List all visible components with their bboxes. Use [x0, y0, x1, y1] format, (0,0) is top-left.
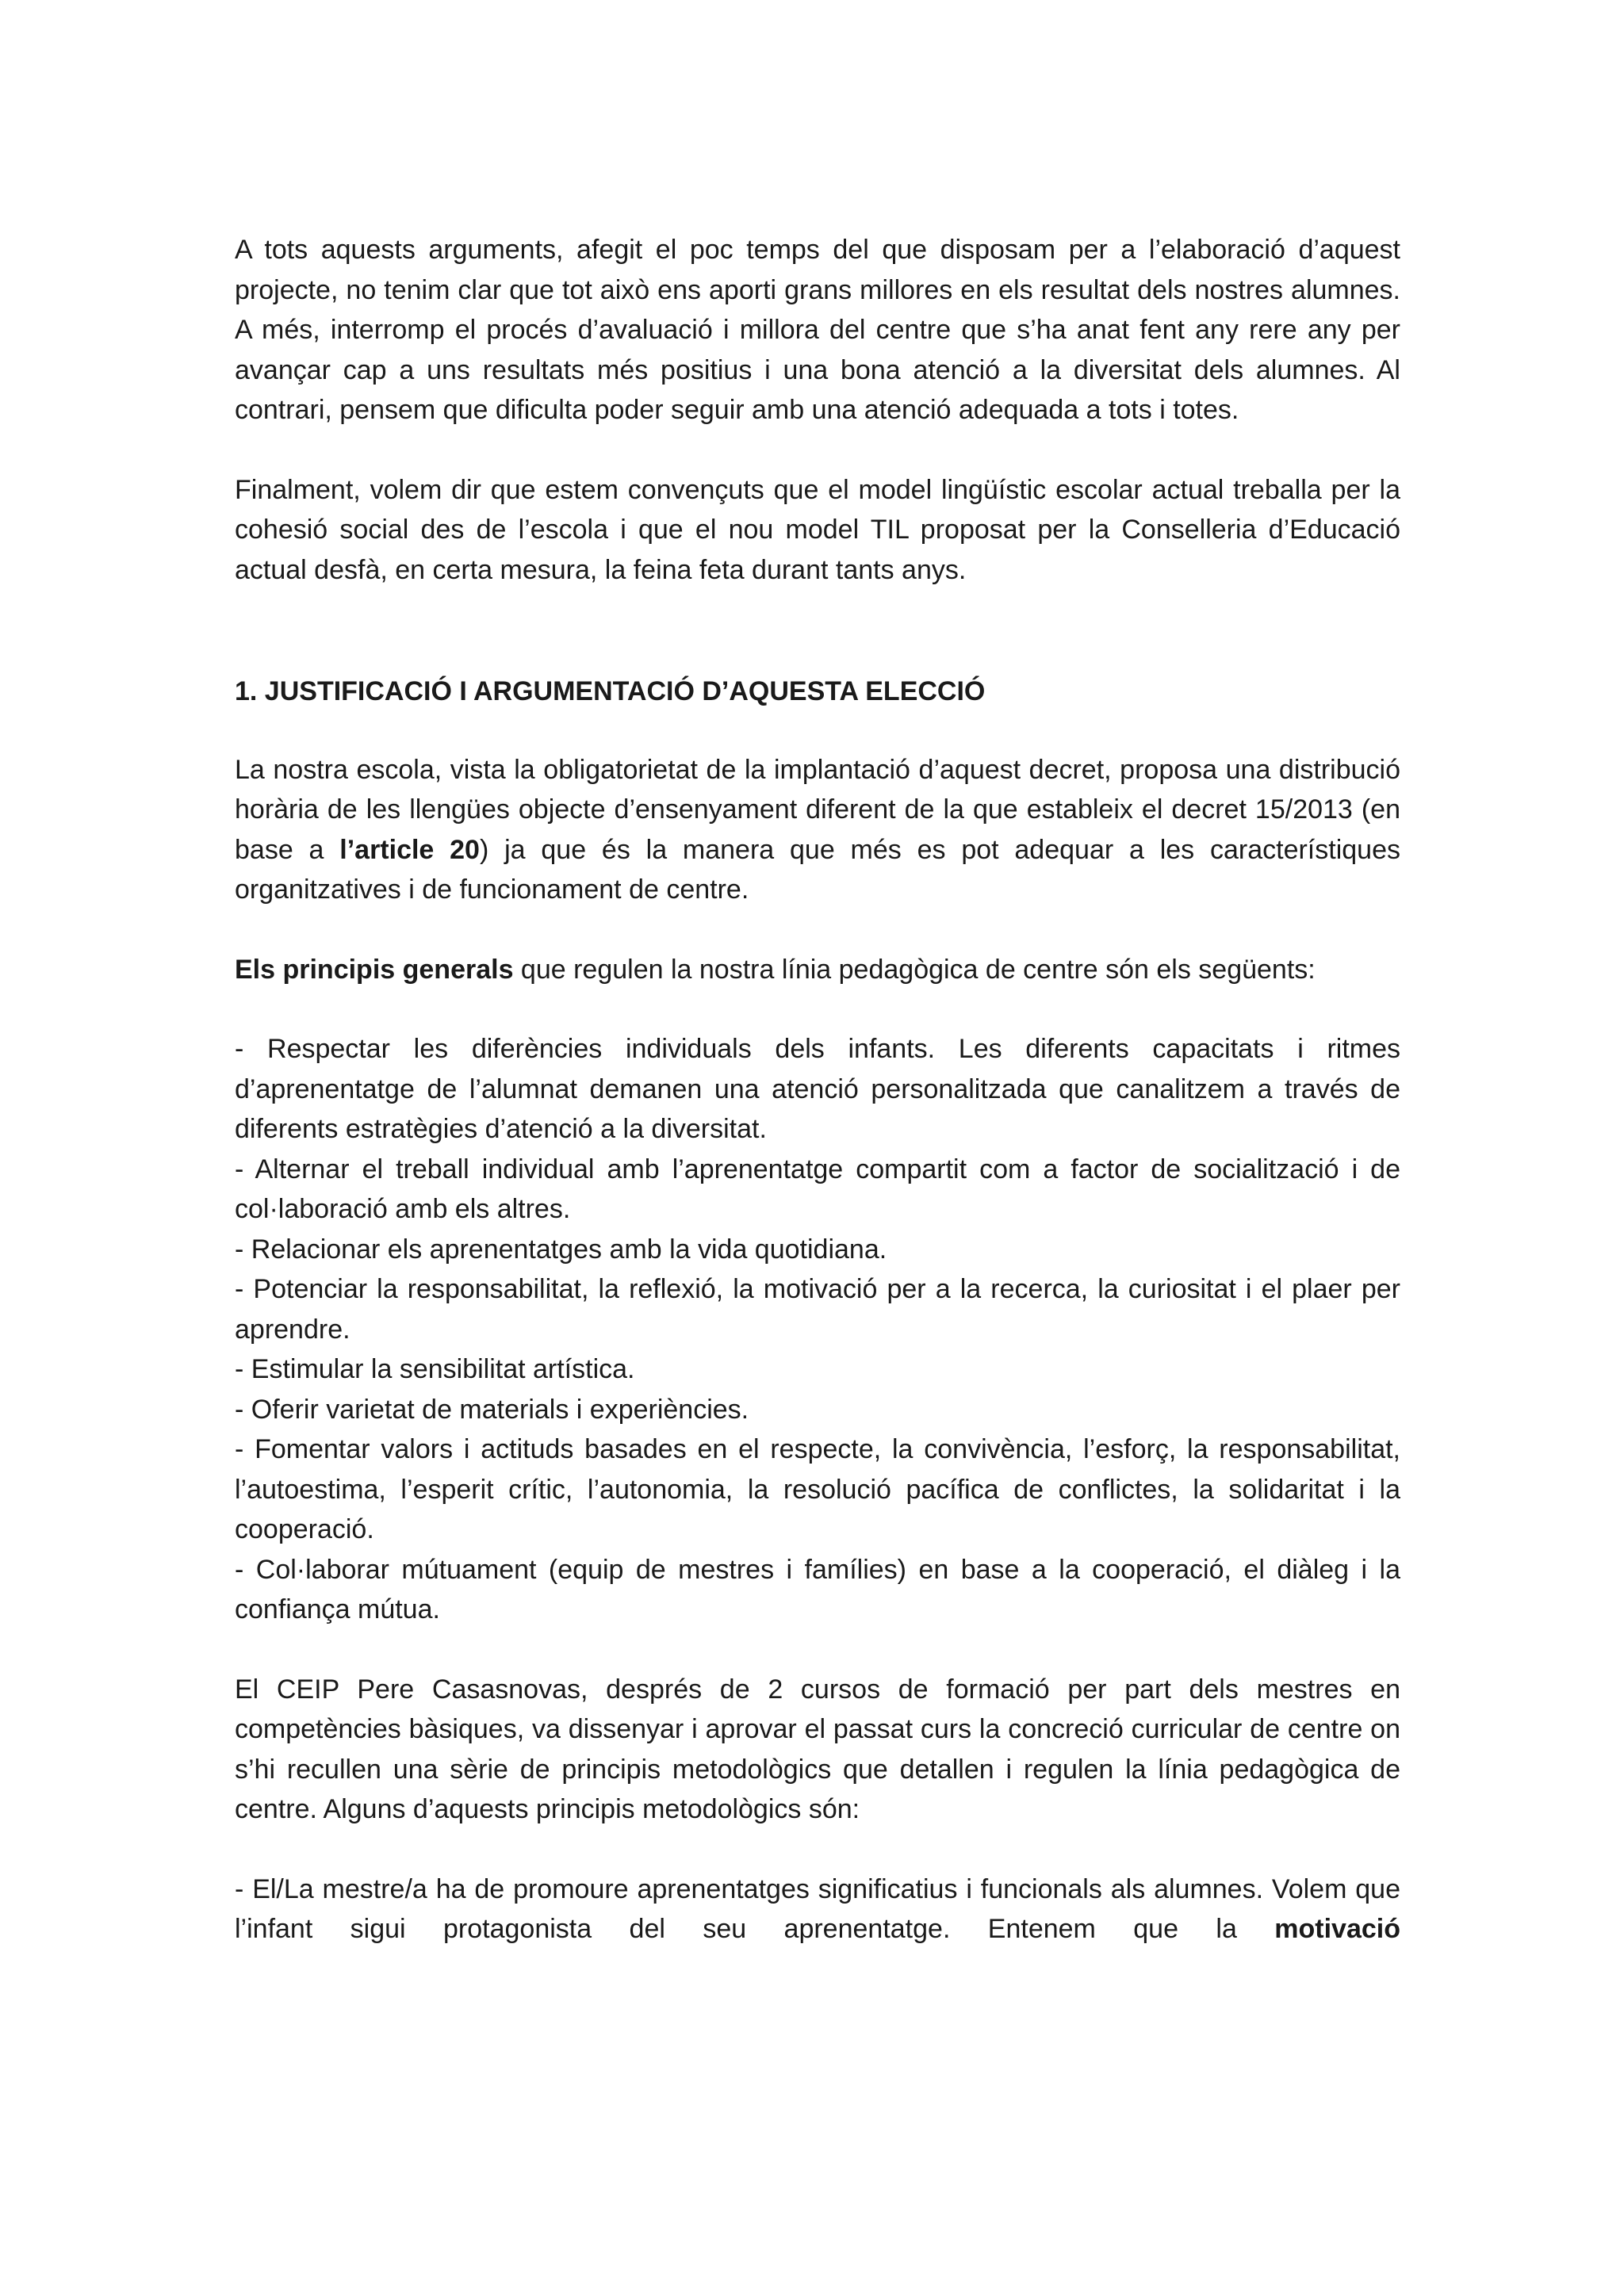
paragraph-text: que regulen la nostra línia pedagògica de centre són els següents: [513, 954, 1316, 985]
paragraph-methodology [235, 1869, 1400, 1950]
list-item: - Fomentar valors i actituds basades en el respecte, la convivència, l’esforç, la responsabilitat, l’autoestima, l’esperit crític, l’autonomia, la resolució pacífica de conflictes, la solidaritat i la cooperació. [235, 1434, 1400, 1544]
section-heading: 1. JUSTIFICACIÓ I ARGUMENTACIÓ D’AQUESTA ELECCIÓ [235, 676, 986, 706]
list-item: - Oferir varietat de materials i experiències. [235, 1394, 749, 1425]
paragraph-arguments: A tots aquests arguments, afegit el poc temps del que disposam per a l’elaboració d’aquest projecte, no tenim clar que tot això ens aporti grans millores en els resultat dels nostres alumnes. A més, interromp el procés d’avaluació i millora del centre que s’ha anat fent any rere any per avançar cap a uns resultats més positius i una bona atenció a la diversitat dels alumnes. Al contrari, pensem que dificulta poder seguir amb una atenció adequada a tots i totes. [235, 235, 1400, 425]
principles-list [235, 1029, 1400, 1630]
paragraph-text: La nostra escola, vista la obligatorietat de la implantació d’aquest decret, proposa una distribució horària de les llengües objecte d’ensenyament diferent de la que estableix el decret 15/2013 (en base a [235, 754, 1400, 865]
bold-lead-in: Els principis generals [235, 954, 514, 985]
document-body [235, 230, 1400, 1950]
paragraph-general-principles [235, 950, 1400, 990]
paragraph-text: ) ja que és la manera que més es pot adequar a les característiques organitzatives i de funcionament de centre. [235, 834, 1400, 905]
paragraph-text: - El/La mestre/a ha de promoure aprenentatges significatius i funcionals als alumnes. Volem que l’infant sigui protagonista del seu aprenentatge. Entenem que la [235, 1873, 1400, 1944]
list-item: - Relacionar els aprenentatges amb la vida quotidiana. [235, 1234, 887, 1265]
list-item: - Potenciar la responsabilitat, la reflexió, la motivació per a la recerca, la curiositat i el plaer per aprendre. [235, 1274, 1400, 1345]
bold-article-reference: l’article 20 [339, 834, 480, 865]
list-item: - Alternar el treball individual amb l’aprenentatge compartit com a factor de socialització i de col·laboració amb els altres. [235, 1154, 1400, 1224]
list-item: - Estimular la sensibilitat artística. [235, 1354, 635, 1384]
paragraph-school-proposal [235, 750, 1400, 910]
list-item: - Col·laborar mútuament (equip de mestres i famílies) en base a la cooperació, el diàleg i la confiança mútua. [235, 1554, 1400, 1624]
paragraph-ceip: El CEIP Pere Casasnovas, després de 2 cursos de formació per part dels mestres en competències bàsiques, va dissenyar i aprovar el passat curs la concreció curricular de centre on s’hi recullen una sèrie de principis metodològics que detallen i regulen la línia pedagògica de centre. Alguns d’aquests principis metodològics són: [235, 1674, 1400, 1824]
paragraph-finally: Finalment, volem dir que estem convençuts que el model lingüístic escolar actual treballa per la cohesió social des de l’escola i que el nou model TIL proposat per la Conselleria d’Educació actual desfà, en certa mesura, la feina feta durant tants anys. [235, 474, 1400, 585]
list-item: - Respectar les diferències individuals dels infants. Les diferents capacitats i ritmes d’aprenentatge de l’alumnat demanen una atenció personalitzada que canalitzem a través de diferents estratègies d’atenció a la diversitat. [235, 1034, 1400, 1144]
bold-motivation: motivació [1274, 1914, 1400, 1944]
